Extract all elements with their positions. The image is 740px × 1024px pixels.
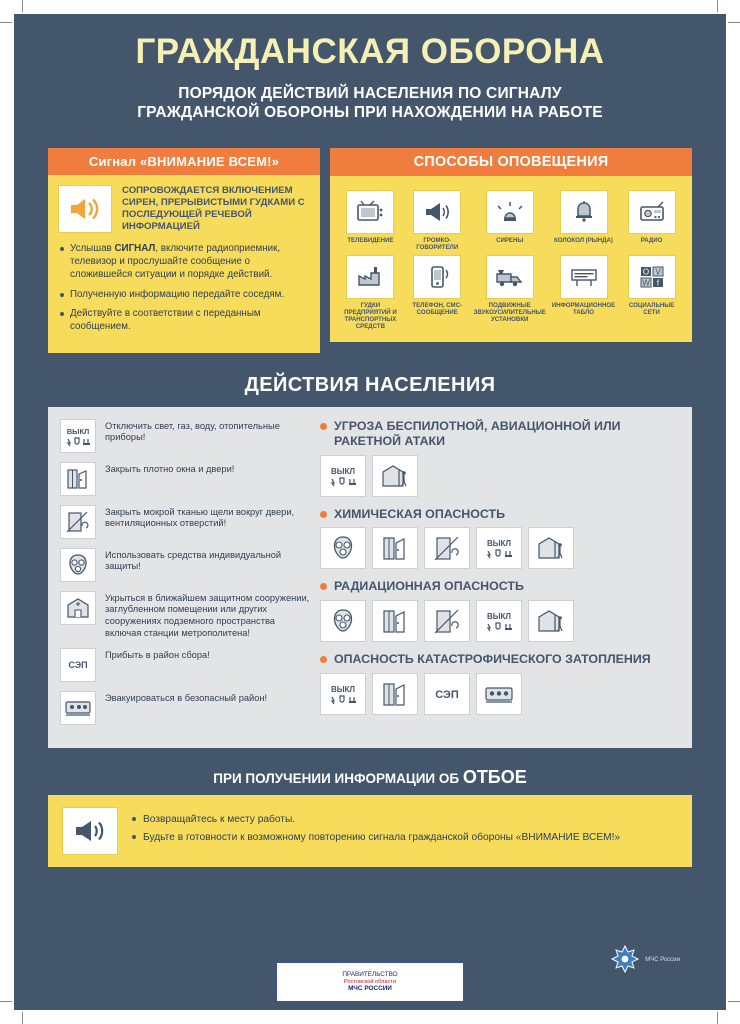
gas-mask-icon	[60, 548, 96, 582]
seal-cracks-icon	[60, 505, 96, 539]
sound-truck-icon	[486, 255, 534, 299]
power-off-icon	[320, 673, 366, 715]
list-item: Будьте в готовности к возможному повторению сигнала гражданской обороны «ВНИМАНИЕ ВСЕМ!»	[130, 831, 620, 844]
emercom-emblem	[610, 944, 680, 976]
crop-mark	[717, 0, 718, 12]
hazard-icon-row	[320, 527, 680, 569]
signal-panel	[48, 148, 320, 352]
social-networks-icon	[628, 255, 676, 299]
page-subtitle	[42, 84, 698, 123]
method-item	[621, 190, 682, 251]
radio-icon	[628, 190, 676, 234]
method-item	[552, 190, 615, 251]
otboy-body	[48, 795, 692, 867]
signal-bullet-list	[58, 243, 310, 333]
svg-text:ВЫКЛ: ВЫКЛ	[330, 466, 356, 476]
sep-point-icon	[424, 673, 470, 715]
list-item: Услышав СИГНАЛ, включите радиоприемник, телевизор и прослушайте сообщение о сложившейся ситуации и порядке действий.	[58, 243, 310, 281]
methods-panel-body	[330, 176, 692, 342]
subtitle-line-1: ПОРЯДОК ДЕЙСТВИЙ НАСЕЛЕНИЯ ПО СИГНАЛУ	[178, 84, 562, 102]
loudspeaker-icon	[58, 185, 112, 233]
action-text: Эвакуироваться в безопасный район!	[105, 693, 268, 704]
otboy-header-word: ОТБОЕ	[462, 767, 527, 788]
stamp-line-2: Ростовской области	[344, 978, 396, 985]
method-label: СОЦИАЛЬНЫЕ СЕТИ	[628, 302, 675, 317]
method-item	[552, 255, 615, 330]
actions-title: ДЕЙСТВИЯ НАСЕЛЕНИЯ	[48, 365, 692, 407]
actions-body	[48, 407, 692, 748]
hazard-block-flood	[320, 652, 680, 715]
crop-mark	[717, 1012, 718, 1024]
method-label: СИРЕНЫ	[496, 237, 524, 245]
methods-grid	[340, 186, 682, 330]
hazard-block-chemical	[320, 507, 680, 570]
list-item	[60, 462, 310, 496]
shelter-icon	[528, 527, 574, 569]
mobile-phone-icon	[413, 255, 461, 299]
seal-cracks-icon	[424, 600, 470, 642]
actions-section	[48, 365, 692, 748]
method-item	[407, 255, 468, 330]
svg-text:V: V	[654, 267, 661, 277]
list-item	[60, 548, 310, 582]
signal-lead-text: СОПРОВОЖДАЕТСЯ ВКЛЮЧЕНИЕМ СИРЕН, ПРЕРЫВИСТЫМИ ГУДКАМИ С ПОСЛЕДУЮЩЕЙ РЕЧЕВОЙ ИНФОРМАЦИЕЙ	[122, 185, 305, 233]
crop-mark	[0, 1001, 12, 1002]
hazard-title: ХИМИЧЕСКАЯ ОПАСНОСТЬ	[320, 507, 680, 522]
info-board-icon	[560, 255, 608, 299]
top-panels-row	[14, 148, 726, 352]
svg-text:СЭП: СЭП	[435, 689, 459, 702]
factory-icon	[346, 255, 394, 299]
list-item	[60, 591, 310, 639]
actions-left-column	[60, 419, 310, 734]
signal-panel-body	[48, 175, 320, 352]
page-title: ГРАЖДАНСКАЯ ОБОРОНА	[135, 32, 605, 71]
power-off-icon	[320, 455, 366, 497]
signal-panel-header: Сигнал «ВНИМАНИЕ ВСЕМ!»	[48, 148, 320, 175]
crop-mark	[728, 1001, 740, 1002]
evacuation-icon	[476, 673, 522, 715]
list-item	[60, 691, 310, 725]
otboy-bullet-list	[130, 813, 620, 850]
emblem-label: МЧС России	[645, 956, 680, 963]
method-label: КОЛОКОЛ (РЫНДА)	[554, 237, 613, 245]
close-window-icon	[372, 600, 418, 642]
bell-icon	[560, 190, 608, 234]
hazard-block-drone-attack	[320, 419, 680, 497]
method-label: ТЕЛЕВИДЕНИЕ	[347, 237, 394, 245]
svg-text:ВЫКЛ: ВЫКЛ	[486, 539, 512, 549]
method-label: ПОДВИЖНЫЕ ЗВУКОУСИЛИТЕЛЬНЫЕ УСТАНОВКИ	[473, 302, 546, 324]
svg-text:ВЫКЛ: ВЫКЛ	[66, 426, 90, 436]
close-window-icon	[60, 462, 96, 496]
hazard-title: УГРОЗА БЕСПИЛОТНОЙ, АВИАЦИОННОЙ ИЛИ РАКЕТНОЙ АТАКИ	[320, 419, 680, 449]
subtitle-line-2: ГРАЖДАНСКОЙ ОБОРОНЫ ПРИ НАХОЖДЕНИИ НА РАБОТЕ	[137, 104, 603, 122]
list-item: Возвращайтесь к месту работы.	[130, 813, 620, 826]
loudspeaker-icon	[62, 807, 118, 855]
methods-panel-header: СПОСОБЫ ОПОВЕЩЕНИЯ	[330, 148, 692, 176]
hazard-title: РАДИАЦИОННАЯ ОПАСНОСТЬ	[320, 579, 680, 594]
stamp-line-1: ПРАВИТЕЛЬСТВО	[342, 971, 398, 979]
close-window-icon	[372, 527, 418, 569]
actions-right-column	[320, 419, 680, 734]
svg-text:O: O	[642, 267, 649, 277]
power-off-icon	[60, 419, 96, 453]
crop-mark	[728, 22, 740, 23]
action-text: Закрыть плотно окна и двери!	[105, 463, 235, 474]
crop-mark	[22, 0, 23, 12]
hazard-icon-row	[320, 600, 680, 642]
power-off-icon	[476, 527, 522, 569]
loudspeaker-icon	[413, 190, 461, 234]
stamp-line-3: МЧС РОССИИ	[348, 985, 392, 993]
svg-text:СЭП: СЭП	[68, 660, 88, 671]
svg-text:ВЫКЛ: ВЫКЛ	[486, 612, 512, 622]
shelter-icon	[60, 591, 96, 625]
government-stamp	[276, 962, 464, 1002]
method-label: ГРОМКО-ГОВОРИТЕЛИ	[416, 237, 459, 252]
siren-icon	[486, 190, 534, 234]
list-item: Полученную информацию передайте соседям.	[58, 289, 310, 302]
poster-footer	[14, 938, 726, 1010]
otboy-header	[48, 760, 692, 795]
action-text: Укрыться в ближайшем защитном сооружении, заглубленном помещении или других сооружениях подземного пространства включая станции метрополитена!	[105, 592, 310, 638]
svg-text:ВЫКЛ: ВЫКЛ	[330, 685, 356, 695]
crop-mark	[22, 1012, 23, 1024]
method-label: ИНФОРМАЦИОННОЕ ТАБЛО	[551, 302, 616, 317]
hazard-block-radiation	[320, 579, 680, 642]
tv-icon	[346, 190, 394, 234]
method-item	[407, 190, 468, 251]
method-item	[340, 190, 401, 251]
signal-lead-row	[58, 185, 310, 233]
close-window-icon	[372, 673, 418, 715]
hazard-icon-row	[320, 673, 680, 715]
gas-mask-icon	[320, 527, 366, 569]
svg-text:W: W	[641, 278, 650, 288]
poster-sheet	[14, 14, 726, 1010]
method-item	[340, 255, 401, 330]
emercom-star-icon	[610, 944, 640, 976]
method-label: ТЕЛЕФОН, СМС-СООБЩЕНИЕ	[412, 302, 463, 317]
method-item	[474, 255, 546, 330]
gas-mask-icon	[320, 600, 366, 642]
hazard-title: ОПАСНОСТЬ КАТАСТРОФИЧЕСКОГО ЗАТОПЛЕНИЯ	[320, 652, 680, 667]
shelter-icon	[372, 455, 418, 497]
method-label: РАДИО	[640, 237, 663, 245]
otboy-header-prefix: ПРИ ПОЛУЧЕНИИ ИНФОРМАЦИИ ОБ	[213, 771, 463, 787]
notification-methods-panel	[330, 148, 692, 342]
list-item: Действуйте в соответствии с переданным сообщением.	[58, 308, 310, 333]
crop-mark	[0, 22, 12, 23]
list-item	[60, 648, 310, 682]
power-off-icon	[476, 600, 522, 642]
poster-header	[14, 14, 726, 140]
action-text: Отключить свет, газ, воду, отопительные приборы!	[105, 420, 280, 443]
action-text: Использовать средства индивидуальной защиты!	[105, 549, 282, 572]
seal-cracks-icon	[424, 527, 470, 569]
svg-text:f: f	[656, 278, 659, 288]
shelter-icon	[528, 600, 574, 642]
evacuation-icon	[60, 691, 96, 725]
hazard-icon-row	[320, 455, 680, 497]
method-label: ГУДКИ ПРЕДПРИЯТИЙ И ТРАНСПОРТНЫХ СРЕДСТВ	[344, 302, 397, 331]
sep-point-icon	[60, 648, 96, 682]
list-item	[60, 419, 310, 453]
action-text: Прибыть в район сбора!	[105, 650, 210, 661]
method-item	[621, 255, 682, 330]
action-text: Закрыть мокрой тканью щели вокруг двери, вентиляционных отверстий!	[105, 506, 295, 529]
list-item	[60, 505, 310, 539]
method-item	[474, 190, 546, 251]
